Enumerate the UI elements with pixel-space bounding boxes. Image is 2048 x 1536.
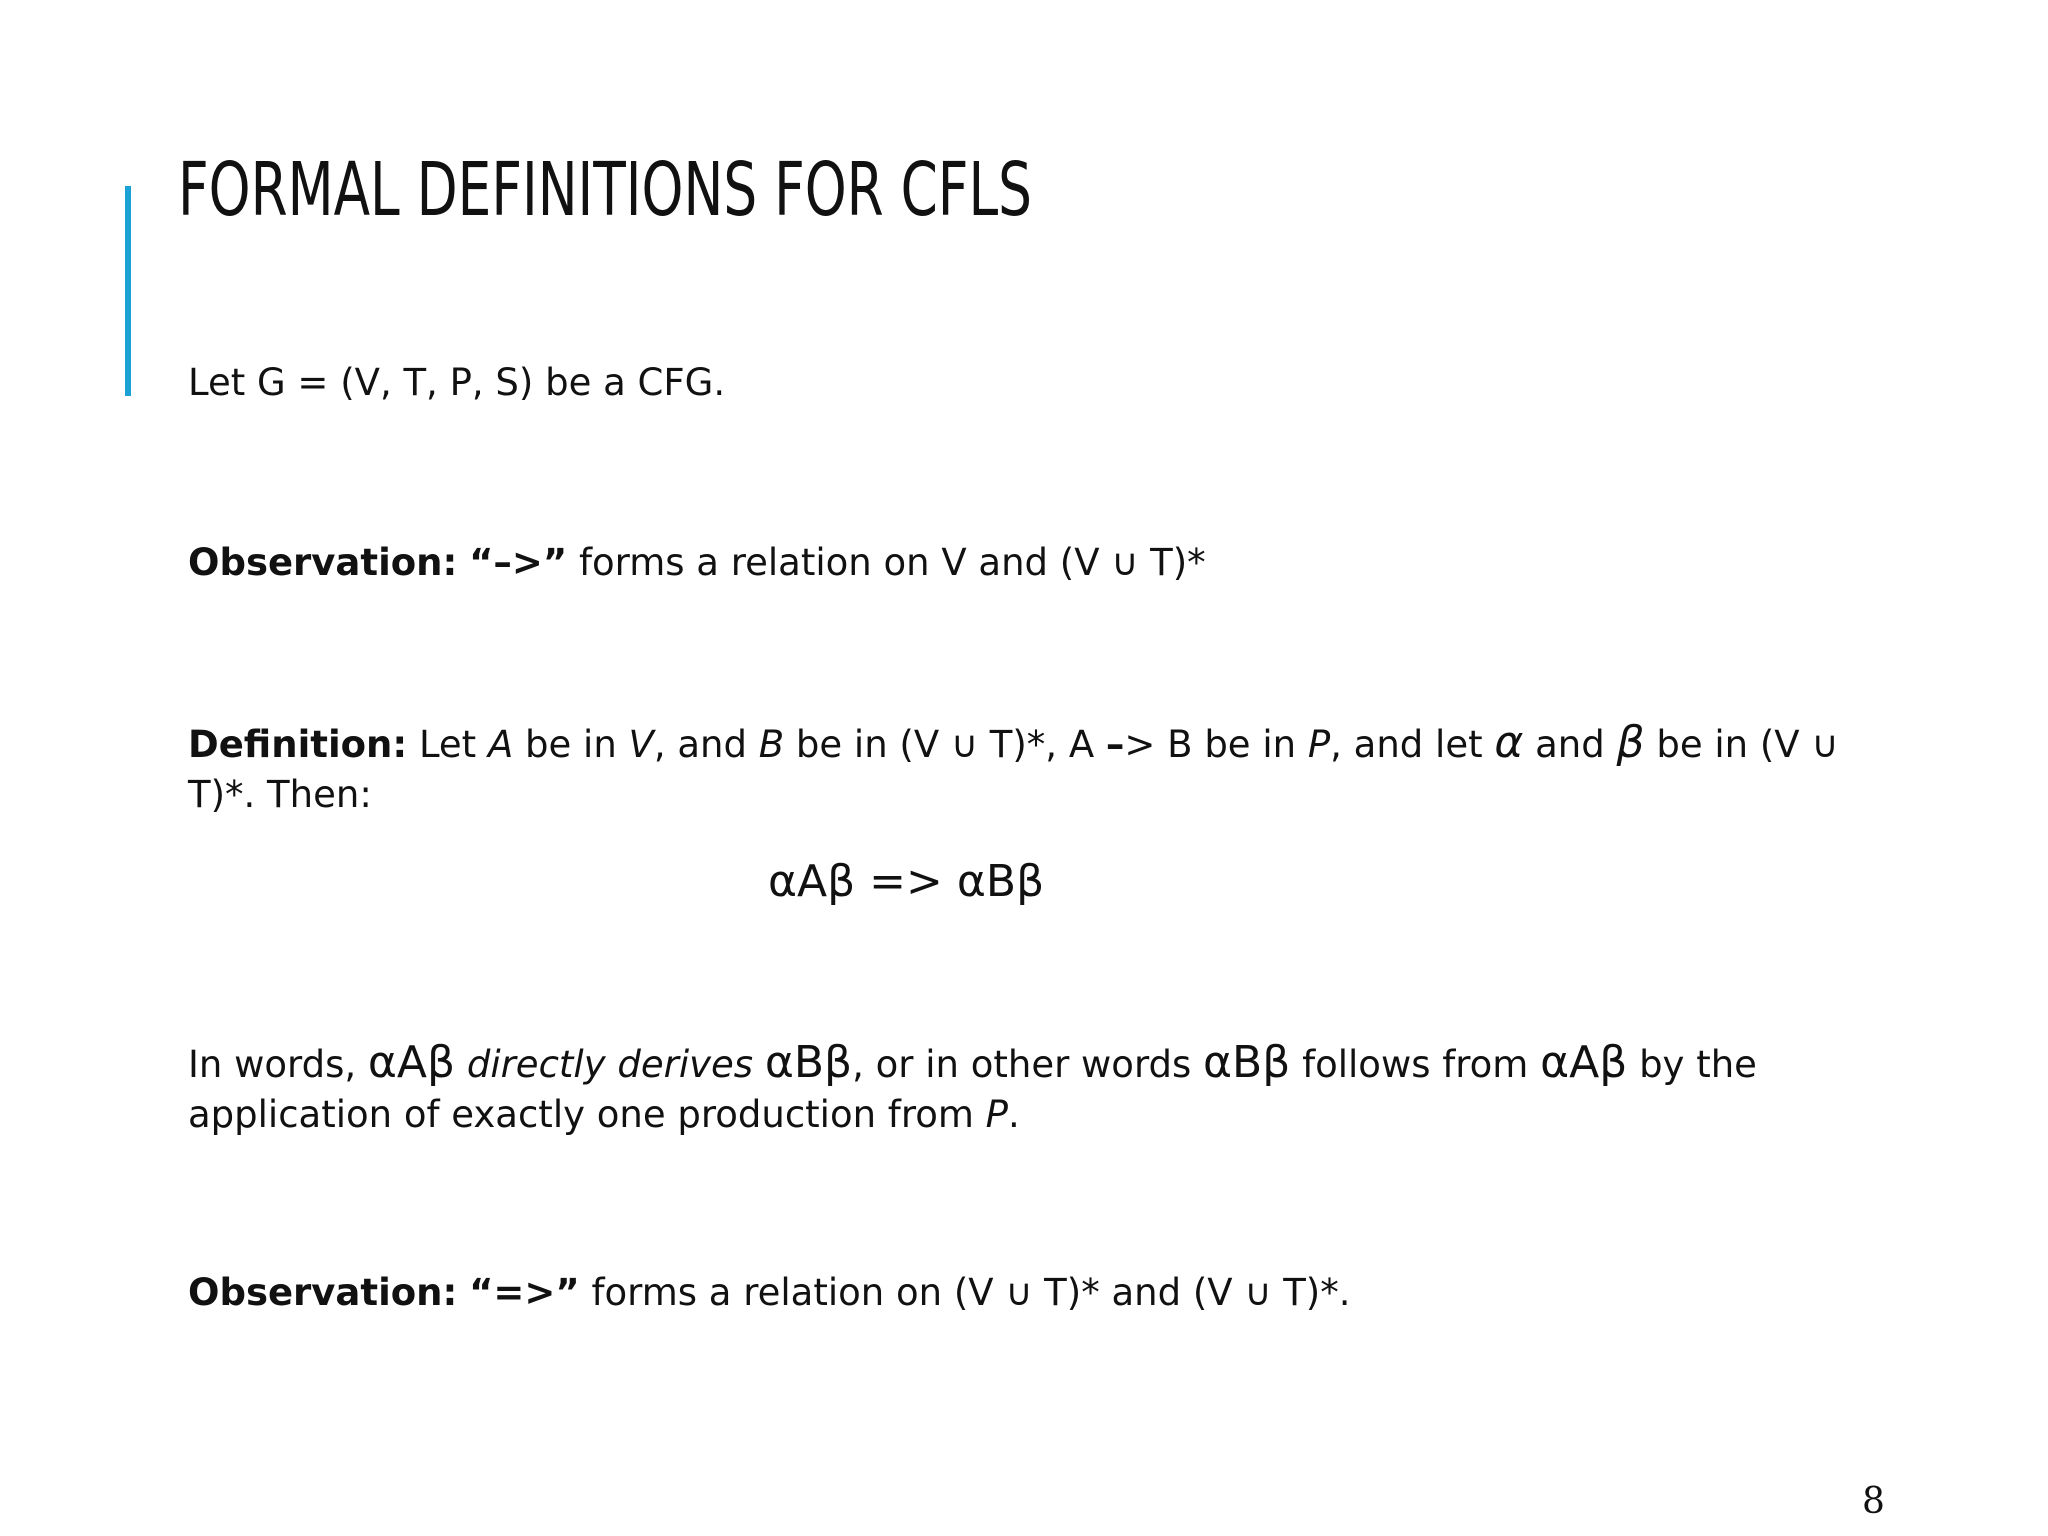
observation-arrow [188,538,1888,588]
observation-symbol: “=>” [469,1271,580,1314]
observation-symbol: “–>” [469,541,568,584]
definition-var-P: P [1307,723,1331,766]
definition-var-B: B [758,723,785,766]
words-var-P: P [985,1093,1008,1136]
definition-text: > B be in [1124,723,1308,766]
definition-var-V: V [628,723,654,766]
definition-text: be in (V ∪ T)*. Then: [188,723,1839,816]
let-statement: Let G = (V, T, P, S) be a CFG. [188,361,726,404]
definition-text: Let [407,723,488,766]
words-greek: αAβ [1540,1037,1628,1088]
words-greek: αBβ [764,1037,853,1088]
derivation-formula: αAβ => αBβ [768,856,1045,907]
definition-paragraph [188,718,1868,820]
words-text [455,1043,467,1086]
words-greek: αAβ [367,1037,456,1088]
words-directly-derives: directly derives [466,1043,754,1086]
words-greek: αBβ [1203,1037,1291,1088]
page-number: 8 [1862,1481,1885,1522]
words-paragraph [188,1038,1868,1140]
observation-text: forms a relation on (V ∪ T)* and (V ∪ T)*. [579,1271,1351,1314]
definition-label: Definition: [188,723,408,766]
definition-text: , and let [1330,723,1495,766]
definition-arrow: – [1105,723,1125,766]
definition-text: and [1523,723,1617,766]
words-text: . [1007,1093,1020,1136]
definition-text: be in [513,723,629,766]
observation-label: Observation: [188,1271,458,1314]
definition-beta: β [1616,717,1645,768]
slide-title: FORMAL DEFINITIONS FOR CFLS [178,147,1032,233]
definition-alpha: α [1494,717,1524,768]
observation-label: Observation: [188,541,458,584]
accent-bar [125,186,131,396]
words-text: , or in other words [852,1043,1204,1086]
observation-text: forms a relation on V and (V ∪ T)* [567,541,1206,584]
words-text: follows from [1290,1043,1541,1086]
words-text: by the application of exactly one production from [188,1043,1757,1136]
definition-text: be in (V ∪ T)* [784,723,1046,766]
observation-double-arrow [188,1268,1888,1318]
words-text [753,1043,765,1086]
definition-var-A: A [487,723,514,766]
definition-text: , and [653,723,759,766]
definition-text: , A [1045,723,1106,766]
words-text: In words, [188,1043,368,1086]
